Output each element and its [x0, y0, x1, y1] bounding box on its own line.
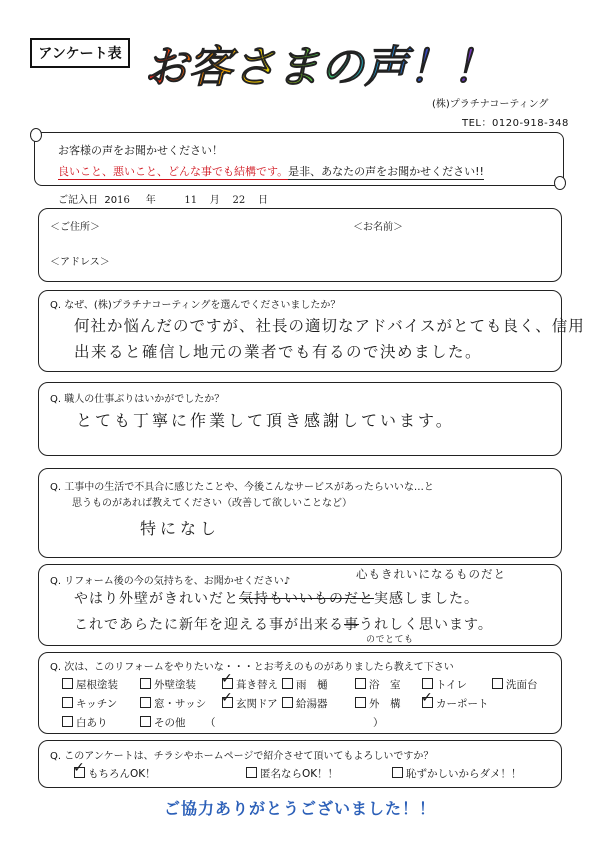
intro-line2-red: 良いこと、悪いこと、どんな事でも結構です。 [58, 165, 289, 178]
year-prefix: 20 [104, 195, 118, 206]
option-label: 屋根塗装 [76, 679, 118, 691]
option-washbasin[interactable] [492, 677, 538, 692]
option-carport[interactable] [422, 696, 489, 711]
checkbox-checked[interactable] [422, 697, 433, 708]
intro-line1: お客様の声をお聞かせください！ [58, 144, 223, 157]
option-no[interactable] [392, 766, 522, 781]
q1-answer-line1: 何社か悩んだのですが、社長の適切なアドバイスがとても良く、信用 [74, 317, 585, 335]
checkbox[interactable] [492, 678, 503, 689]
q4-struck-text2: 事 [344, 617, 359, 633]
option-other[interactable] [140, 715, 186, 730]
option-label: 外 構 [369, 698, 401, 710]
checkbox[interactable] [246, 767, 257, 778]
month-value: 11 [184, 195, 198, 206]
option-label: トイレ [436, 679, 467, 691]
option-label: キッチン [76, 698, 118, 710]
checkbox[interactable] [355, 697, 366, 708]
option-label: その他 [154, 717, 186, 729]
option-label: 葺き替え [236, 679, 278, 691]
q2-question: Q. 職人の仕事ぶりはいかがでしたか？ [50, 394, 225, 405]
checkbox[interactable] [140, 678, 151, 689]
day-value: 22 [232, 195, 246, 206]
page-title [140, 32, 520, 96]
q3-question-line1: Q. 工事中の生活で不具合に感じたことや、今後こんなサービスがあったらいいな…と [50, 482, 434, 493]
q6-question: Q. このアンケートは、チラシやホームページで紹介させて頂いてもよろしいですか？ [50, 751, 434, 762]
option-label: 雨 樋 [296, 679, 328, 691]
checkbox-checked[interactable] [74, 767, 85, 778]
option-label: 白あり [76, 717, 108, 729]
option-label: 浴 室 [369, 679, 401, 691]
q1-question: Q. なぜ、(株)プラチナコーティングを選んでくださいましたか？ [50, 300, 341, 311]
checkbox-checked[interactable] [222, 697, 233, 708]
option-label: 給湯器 [296, 698, 328, 710]
checkbox[interactable] [422, 678, 433, 689]
name-label: ＜お名前＞ [353, 222, 403, 233]
address-label: ＜ご住所＞ [50, 222, 100, 233]
checkbox[interactable] [62, 716, 73, 727]
intro-line2 [58, 163, 484, 179]
other-bracket[interactable]: （ ） [205, 717, 384, 729]
q5-question: Q. 次は、このリフォームをやりたいな・・・とお考えのものがありましたら教えて下さい [50, 662, 454, 673]
q4-answer-insert: 心もきれいになるものだと [356, 567, 506, 581]
thanks-message: ご協力ありがとうございました！！ [163, 799, 436, 818]
checkbox[interactable] [282, 697, 293, 708]
option-exterior[interactable] [355, 696, 401, 711]
intro-line2-rest: 是非、あなたの声をお聞かせください!! [288, 165, 484, 178]
checkbox[interactable] [62, 678, 73, 689]
company-name: (株)プラチナコーティング [432, 99, 549, 110]
q4-question: Q. リフォーム後の今の気持ちを、お聞かせください♪ [50, 576, 291, 587]
option-label: 匿名ならOK！！ [260, 768, 339, 780]
option-label: 洗面台 [506, 679, 538, 691]
option-ok[interactable] [74, 766, 156, 781]
q4-answer-line1 [74, 588, 479, 608]
q4-line2-text: これであらたに新年を迎える事が出来る [74, 617, 344, 633]
survey-tag: アンケート表 [30, 38, 130, 68]
option-window-sash[interactable] [140, 696, 206, 711]
option-label: 窓・サッシ [154, 698, 207, 710]
option-label: 外壁塗装 [154, 679, 196, 691]
checkbox[interactable] [355, 678, 366, 689]
q4-line1-end: 実感しました。 [374, 591, 479, 607]
checkbox[interactable] [140, 716, 151, 727]
option-front-door[interactable] [222, 696, 278, 711]
filled-date [58, 191, 268, 206]
checkbox[interactable] [282, 678, 293, 689]
q4-struck-text1: 気持もいいものだと [239, 591, 374, 607]
option-gutter[interactable] [282, 677, 328, 692]
option-label: 玄関ドア [236, 698, 278, 710]
q4-line2-end: うれしく思います。 [359, 617, 493, 633]
date-label: ご記入日 [58, 195, 98, 206]
company-phone: TEL：0120-918-348 [462, 118, 569, 129]
option-label: 恥ずかしいからダメ！！ [406, 768, 522, 780]
checkbox[interactable] [62, 697, 73, 708]
option-label: もちろんOK！ [88, 768, 156, 780]
month-label: 月 [209, 195, 220, 206]
q4-answer-line2 [74, 614, 493, 634]
page-title-text: お客さまの声！！ [144, 42, 496, 93]
q1-answer-line2: 出来ると確信し地元の業者でも有るので決めました。 [74, 343, 483, 361]
checkbox[interactable] [392, 767, 403, 778]
option-wall-paint[interactable] [140, 677, 196, 692]
option-roof-paint[interactable] [62, 677, 118, 692]
option-label: カーポート [436, 698, 489, 710]
day-label: 日 [257, 195, 268, 206]
option-kitchen[interactable] [62, 696, 117, 711]
checkbox-checked[interactable] [222, 678, 233, 689]
option-bathroom[interactable] [355, 677, 401, 692]
q3-answer: 特になし [140, 519, 221, 538]
q2-answer: とても丁寧に作業して頂き感謝しています。 [76, 411, 455, 430]
checkbox[interactable] [140, 697, 151, 708]
option-water-heater[interactable] [282, 696, 328, 711]
scroll-curl-left [30, 128, 42, 142]
year-label: 年 [145, 195, 156, 206]
option-anonymous-ok[interactable] [246, 766, 338, 781]
year-value: 16 [117, 195, 130, 206]
option-termite[interactable] [62, 715, 108, 730]
email-label: ＜アドレス＞ [50, 257, 110, 268]
q4-answer-insert2: のでとても [366, 635, 414, 645]
customer-info-box [38, 208, 562, 282]
q3-question-line2: 思うものがあれば教えてください（改善して欲しいことなど） [72, 498, 352, 509]
q4-line1-text: やはり外壁がきれいだと [74, 591, 239, 607]
scroll-curl-right [554, 176, 566, 190]
